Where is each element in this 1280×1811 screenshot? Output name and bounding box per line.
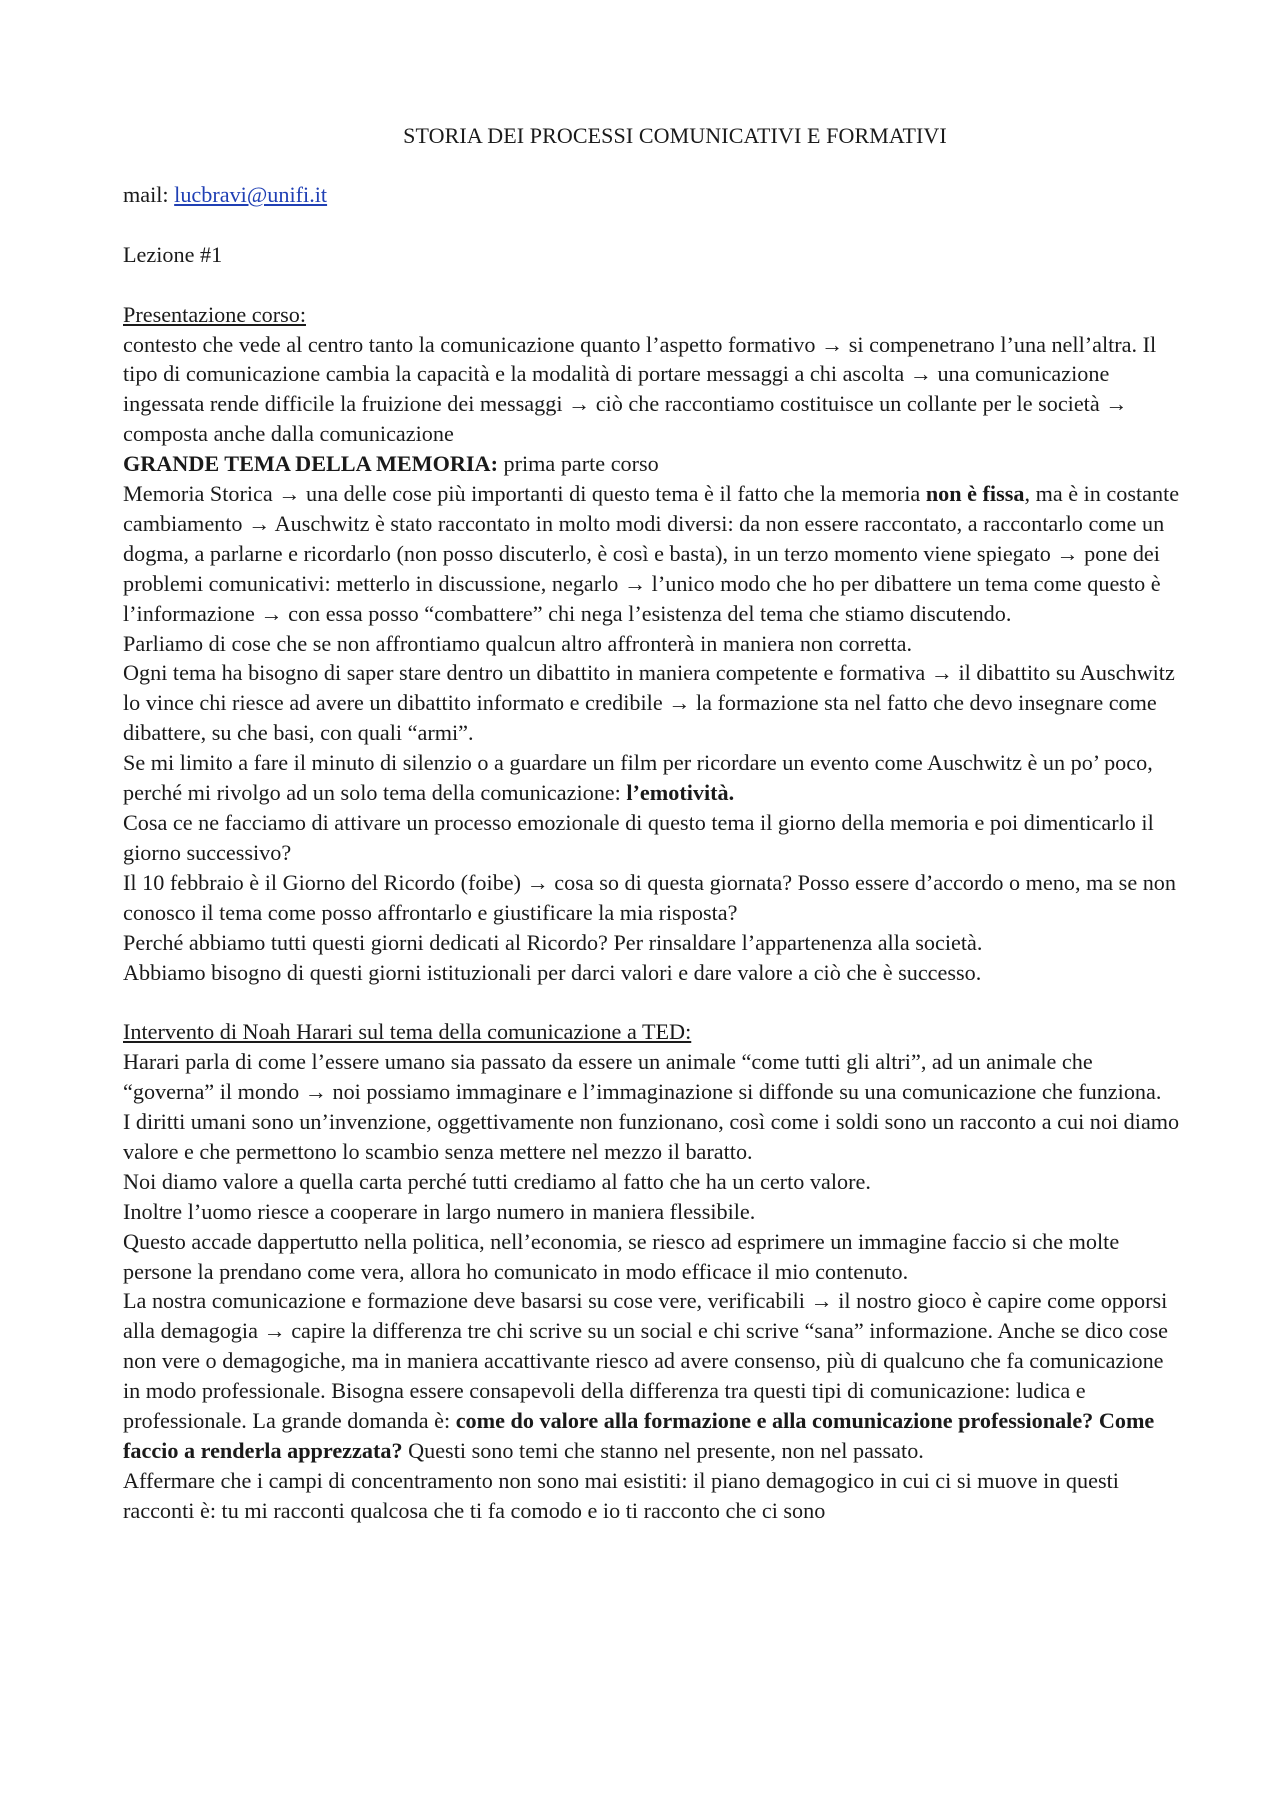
text: La nostra comunicazione e formazione deve basarsi su cose vere, verificabili → il nostro gioco è capire come opporsi alla demagogia → capire la differenza tre chi scrive su un social e chi scrive “sana” informazione. Anche se dico cose non vere o demagogiche, ma in maniera accattivante riesco ad avere consenso, più di qualcuno che fa comunicazione in modo professionale. Bisogna essere consapevoli della differenza tra questi tipi di comunicazione: ludica e professionale. La grande domanda è: xyxy=(123,1288,1169,1434)
paragraph: I diritti umani sono un’invenzione, oggettivamente non funzionano, così come i soldi sono un racconto a cui noi diamo valore e che permettono lo scambio senza mettere nel mezzo il baratto. xyxy=(123,1109,1180,1164)
paragraph: Abbiamo bisogno di questi giorni istituzionali per darci valori e dare valore a ciò che è successo. xyxy=(123,959,982,985)
paragraph: Perché abbiamo tutti questi giorni dedicati al Ricordo? Per rinsaldare l’appartenenza alla società. xyxy=(123,929,983,955)
paragraph-memoria-storica xyxy=(123,479,1183,629)
bold-text: GRANDE TEMA DELLA MEMORIA: xyxy=(123,451,498,477)
paragraph: Noi diamo valore a quella carta perché tutti crediamo al fatto che ha un certo valore. xyxy=(123,1168,871,1194)
text: Se mi limito a fare il minuto di silenzio o a guardare un film per ricordare un evento come Auschwitz è un po’ poco, perché mi rivolgo ad un solo tema della comunicazione: xyxy=(123,750,1153,806)
paragraph-emotivita xyxy=(123,748,1183,808)
text: prima parte corso xyxy=(497,451,659,477)
paragraph: contesto che vede al centro tanto la comunicazione quanto l’aspetto formativo → si compenetrano l’una nell’altra. Il tipo di comunicazione cambia la capacità e la modalità di portare messaggi a chi ascolta → una comunicazione ingessata rende difficile la fruizione dei messaggi → ciò che raccontiamo costituisce un collante per le società → composta anche dalla comunicazione xyxy=(123,331,1157,447)
document-title: STORIA DEI PROCESSI COMUNICATIVI E FORMATIVI xyxy=(403,123,947,148)
section-heading-harari: Intervento di Noah Harari sul tema della comunicazione a TED: xyxy=(123,1019,692,1045)
paragraph: Inoltre l’uomo riesce a cooperare in largo numero in maniera flessibile. xyxy=(123,1198,756,1224)
section-heading-presentazione: Presentazione corso: xyxy=(123,301,306,327)
paragraph: Harari parla di come l’essere umano sia passato da essere un animale “come tutti gli altri”, ad un animale che “governa” il mondo → noi possiamo immaginare e l’immaginazione si diffonde su una comunicazione che funziona. xyxy=(123,1049,1162,1105)
bold-text: l’emotività. xyxy=(626,780,735,806)
lesson-number: Lezione #1 xyxy=(123,241,223,267)
bold-text: non è fissa xyxy=(925,481,1025,507)
mail-link[interactable]: lucbravi@unifi.it xyxy=(174,182,328,207)
text: Memoria Storica → una delle cose più importanti di questo tema è il fatto che la memoria xyxy=(123,481,926,507)
paragraph: Parliamo di cose che se non affrontiamo qualcun altro affronterà in maniera non corretta. xyxy=(123,630,912,656)
paragraph-domanda xyxy=(123,1286,1183,1465)
paragraph: Cosa ce ne facciamo di attivare un processo emozionale di questo tema il giorno della memoria e poi dimenticarlo il giorno successivo? xyxy=(123,810,1154,865)
mail-label: mail: xyxy=(123,182,175,207)
mail-line xyxy=(123,180,1183,210)
bold-text: come do valore alla formazione e alla comunicazione professionale? Come faccio a renderla apprezzata? xyxy=(123,1408,1155,1464)
text: , ma è in costante cambiamento → Auschwitz è stato raccontato in molto modi diversi: da non essere raccontato, a raccontarlo come un dogma, a parlarne e ricordarlo (non posso discuterlo, è così e basta), in un terzo momento viene spiegato → pone dei problemi comunicativi: metterlo in discussione, negarlo → l’unico modo che ho per dibattere un tema come questo è l’informazione → con essa posso “combattere” chi nega l’esistenza del tema che stiamo discutendo. xyxy=(123,481,1180,626)
paragraph-memoria xyxy=(123,449,1183,479)
paragraph: Affermare che i campi di concentramento non sono mai esistiti: il piano demagogico in cui ci si muove in questi racconti è: tu mi racconti qualcosa che ti fa comodo e io ti racconto che ci sono xyxy=(123,1467,1119,1523)
paragraph: Questo accade dappertutto nella politica, nell’economia, se riesco ad esprimere un immagine faccio si che molte persone la prendano come vera, allora ho comunicato in modo efficace il mio contenuto. xyxy=(123,1228,1120,1284)
paragraph: Ogni tema ha bisogno di saper stare dentro un dibattito in maniera competente e formativa → il dibattito su Auschwitz lo vince chi riesce ad avere un dibattito informato e credibile → la formazione sta nel fatto che devo insegnare come dibattere, su che basi, con quali “armi”. xyxy=(123,660,1175,746)
paragraph: Il 10 febbraio è il Giorno del Ricordo (foibe) → cosa so di questa giornata? Posso essere d’accordo o meno, ma se non conosco il tema come posso affrontarlo e giustificare la mia risposta? xyxy=(123,869,1176,925)
document-body xyxy=(123,180,1183,1526)
text: Questi sono temi che stanno nel presente, non nel passato. xyxy=(402,1438,924,1464)
